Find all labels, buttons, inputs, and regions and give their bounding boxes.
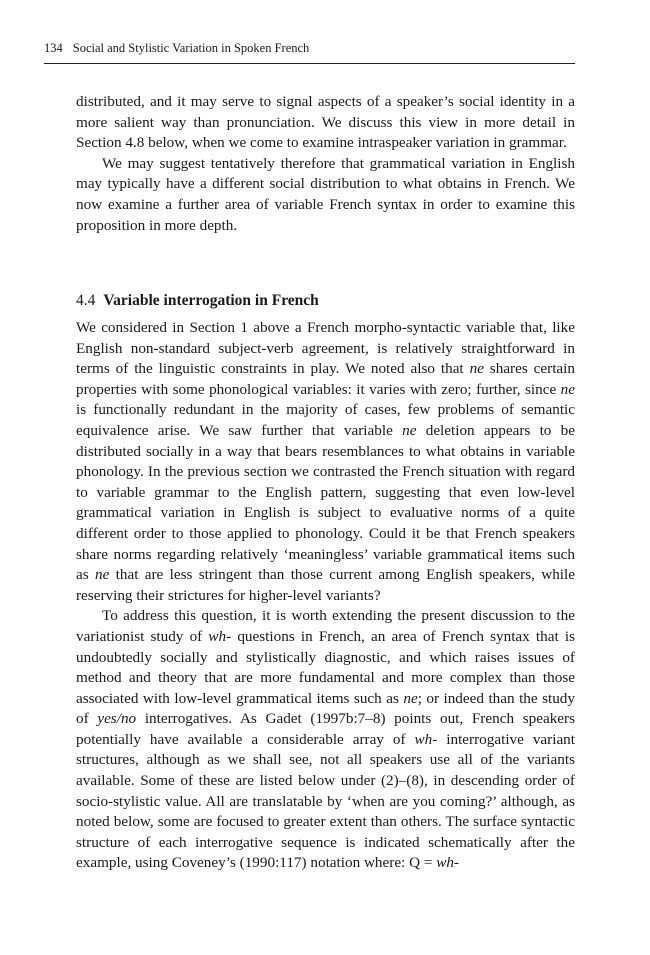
paragraph	[76, 92, 575, 154]
text-run: We considered in Section 1 above a French morpho-syntactic variable that, like English non-standard subject-verb agreement, is relatively straightforward in terms of the linguistic constraints in play. We noted also that	[76, 319, 575, 378]
italic-term: ne	[469, 360, 484, 378]
running-head	[44, 39, 575, 64]
section-title: Variable interrogation in French	[103, 291, 319, 309]
italic-term: ne	[94, 566, 110, 584]
section-heading	[76, 291, 319, 311]
italic-term: ne	[560, 380, 575, 398]
text-run: that are less stringent than those current among English speakers, while reserving their strictures for higher-level variants?	[76, 566, 575, 604]
paragraph	[76, 154, 575, 236]
text-run: questions in French, an area of French syntax that is undoubtedly socially and stylistically diagnostic, and which raises issues of method and theory that are more fundamental and more complex than those associated with low-level grammatical items such as	[76, 627, 575, 707]
text-run: We may suggest tentatively therefore that grammatical variation in English may typically have a different social distribution to what obtains in French. We now examine a further area of variable French syntax in order to examine this proposition in more depth.	[76, 154, 575, 234]
paragraph	[76, 318, 575, 606]
page-number: 134	[44, 41, 63, 55]
italic-term: yes/no	[97, 710, 137, 728]
text-run: deletion appears to be distributed socially in a way that bears resemblances to what obtains in variable phonology. In the previous section we contrasted the French situation with regard to variable grammar to the English pattern, suggesting that even low-level grammatical variation in English is subject to evaluative norms of a quite different order to those applied to phonology. Could it be that French speakers share norms regarding relatively ‘meaningless’ variable grammatical items such as	[76, 421, 575, 584]
text-run: shares certain properties with some phonological variables: it varies with zero; further, since	[76, 360, 575, 398]
italic-term: ne	[403, 689, 418, 707]
section-body-text	[76, 318, 575, 874]
book-title: Social and Stylistic Variation in Spoken French	[72, 41, 310, 55]
text-run: ; or indeed than the study of	[76, 689, 575, 728]
text-run: is functionally redundant in the majority of cases, few problems of semantic equivalence arise. We saw further that variable	[76, 401, 575, 439]
italic-term: ne	[402, 421, 417, 439]
text-run: distributed, and it may serve to signal aspects of a speaker’s social identity in a more salient way than pronunciation. We discuss this view in more detail in Section 4.8 below, when we come to examine intraspeaker variation in grammar.	[76, 93, 575, 152]
text-run: interrogatives. As Gadet (1997b:7–8) points out, French speakers potentially have available a considerable array of	[76, 710, 575, 748]
paragraph	[76, 606, 575, 874]
intro-text	[76, 92, 575, 236]
section-number: 4.4	[76, 291, 96, 309]
italic-term: wh-	[414, 730, 438, 748]
text-run: interrogative variant structures, although as we shall see, not all speakers use all of the variants available. Some of these are listed below under (2)–(8), in descending order of socio-stylistic value. All are translatable by ‘when are you coming?’ although, as noted below, some are focused to greater extent than others. The surface syntactic structure of each interrogative sequence is indicated schematically after the example, using Coveney’s (1990:117) notation where: Q =	[76, 730, 576, 872]
italic-term: wh-	[208, 627, 232, 645]
text-run: To address this question, it is worth extending the present discussion to the variationist study of	[76, 607, 575, 645]
italic-term: wh-	[436, 854, 459, 872]
